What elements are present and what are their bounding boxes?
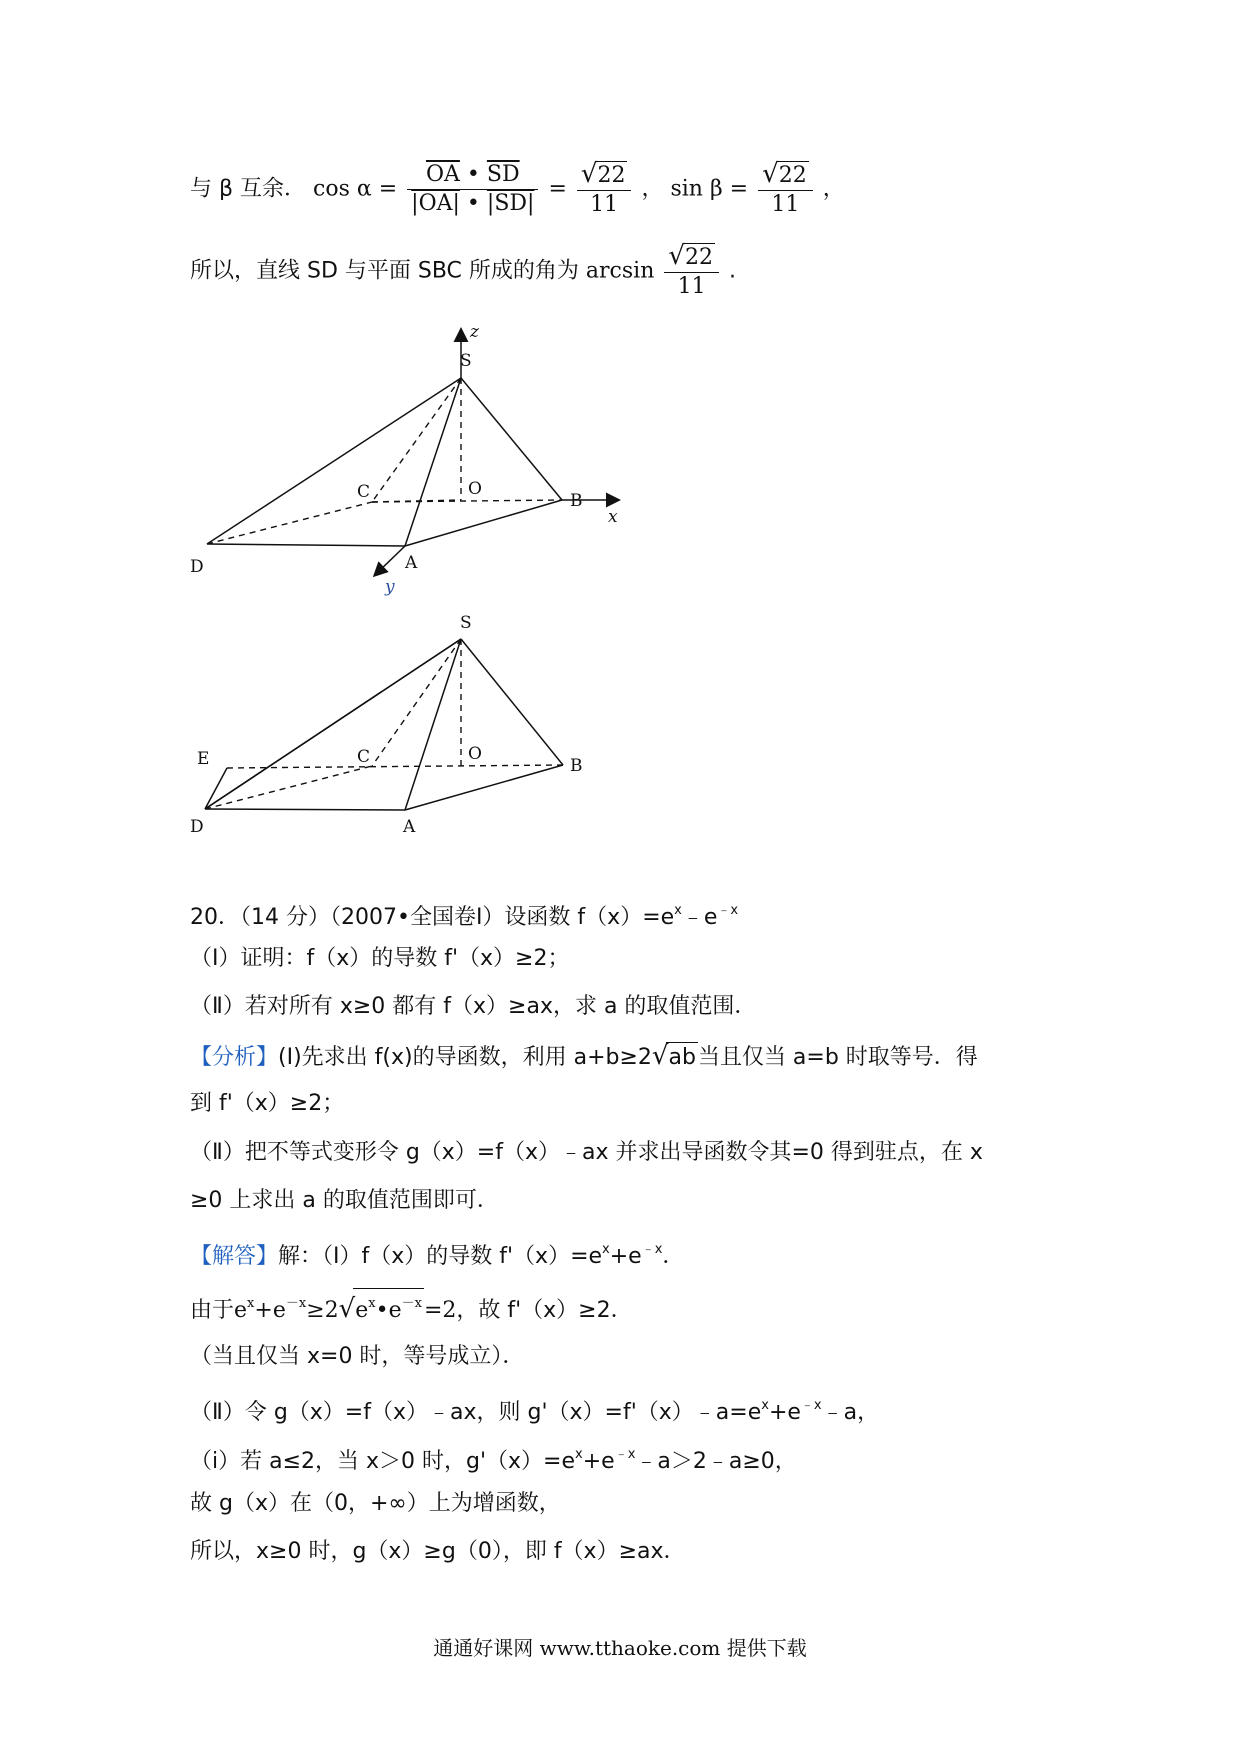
sqrt22-over-11-b: $\frac{√22}{11}$ — [758, 160, 813, 219]
label2-s: S — [460, 613, 472, 633]
solution-line-5 — [190, 1440, 797, 1477]
comma: ， — [641, 176, 664, 202]
sup-neg-x-4: ﹣x — [800, 1398, 822, 1413]
label2-c: C — [357, 747, 371, 767]
solution-line-6: 故 g（x）在（0，+∞）上为增函数， — [190, 1491, 561, 1516]
period: . — [728, 258, 736, 284]
part-2-question: （Ⅱ）若对所有 x≥0 都有 f（x）≥ax，求 a 的取值范围． — [190, 994, 757, 1019]
analysis-line-4: ≥0 上求出 a 的取值范围即可． — [190, 1188, 499, 1213]
y-axis — [375, 546, 405, 575]
sin-label: sin β = — [670, 176, 749, 202]
label2-b: B — [570, 756, 583, 776]
vector-oa: $\overline{OA}$ — [425, 162, 460, 187]
part-1-question: （Ⅰ）证明：f（x）的导数 f'（x）≥2； — [190, 946, 570, 971]
radicand-22: 22 — [597, 163, 626, 188]
solution-line-7: 所以，x≥0 时，g（x）≥g（0），即 f（x）≥ax． — [190, 1539, 686, 1564]
label2-a: A — [403, 817, 416, 837]
e-base-1: e — [234, 1298, 248, 1323]
edge2-sa — [405, 639, 461, 810]
label-d: D — [190, 557, 204, 577]
norm-oa: |OA| — [411, 191, 460, 216]
label2-d: D — [190, 817, 204, 837]
arcsin-label: arcsin — [585, 258, 655, 284]
vector-sd: $\overline{SD}$ — [486, 162, 520, 187]
arcsin-fraction: $\frac{√22}{11}$ — [664, 242, 719, 301]
radicand-22-b: 22 — [778, 163, 807, 188]
sup-x-3: x — [247, 1296, 255, 1311]
analysis-line-3: （Ⅱ）把不等式变形令 g（x）=f（x）﹣ax 并求出导函数令其=0 得到驻点，在 x — [190, 1140, 983, 1165]
plus-e-4: +e — [582, 1449, 615, 1474]
edge2-de — [205, 768, 227, 809]
ge-two: ≥2 — [306, 1298, 339, 1323]
label-o: O — [468, 479, 482, 499]
cos-fraction — [407, 161, 538, 218]
solution-line-3: （当且仅当 x=0 时，等号成立）． — [190, 1344, 525, 1369]
edge-sc-hidden — [372, 378, 461, 502]
problem-title — [190, 896, 738, 933]
edge-sa — [405, 378, 461, 546]
rad-dot: • — [375, 1298, 389, 1323]
sup-neg-x-3: －x — [285, 1296, 307, 1311]
solution-line-1 — [190, 1235, 684, 1272]
rad-sup-neg-x: －x — [401, 1296, 422, 1311]
edge-co-hidden — [372, 500, 461, 502]
minus-e: ﹣e — [681, 905, 718, 930]
pyramid-figure-with-axes — [180, 320, 640, 600]
plus-e-2: +e — [254, 1298, 286, 1323]
analysis-text-b: 当且仅当 a=b 时取等号．得 — [697, 1045, 978, 1070]
label-y: y — [385, 577, 395, 597]
denominator-11-b: 11 — [771, 192, 800, 217]
edge2-ab — [405, 765, 563, 810]
label2-e: E — [197, 749, 210, 769]
solution-tag: 【解答】 — [190, 1244, 279, 1269]
edge-cb-hidden — [372, 500, 562, 502]
radicand-ab: ab — [666, 1042, 697, 1073]
edge-da — [207, 544, 405, 546]
edge-dc-hidden — [207, 502, 372, 544]
edge2-ds — [205, 639, 461, 809]
case-i-text: （ⅰ）若 a≤2，当 x＞0 时，g'（x）=e — [190, 1449, 576, 1474]
comma-2: ， — [822, 176, 845, 202]
plus-e: +e — [609, 1244, 642, 1269]
plus-e-3: +e — [768, 1400, 801, 1425]
cos-label: cos α = — [313, 176, 398, 202]
radicand-22-c: 22 — [684, 245, 713, 270]
denominator-11: 11 — [590, 192, 619, 217]
norm-sd: |SD| — [486, 191, 535, 216]
angle-conclusion-text: 所以，直线 SD 与平面 SBC 所成的角为 — [190, 258, 579, 284]
label-c: C — [357, 482, 371, 502]
edge2-eb-hidden — [227, 765, 563, 768]
analysis-text-a: (Ⅰ)先求出 f(x)的导函数，利用 a+b≥2 — [278, 1045, 652, 1070]
edge-ab — [405, 500, 562, 546]
inequality-tail: ﹣a＞2﹣a≥0， — [635, 1449, 797, 1474]
sup-x-5: x — [575, 1447, 583, 1462]
sup-neg-x-5: ﹣x — [614, 1447, 636, 1462]
equals-two: =2 — [423, 1298, 457, 1323]
period-2: ． — [662, 1244, 685, 1269]
sup-x: x — [674, 903, 682, 918]
label-z: z — [470, 322, 479, 342]
sup-neg-x: ﹣x — [717, 903, 739, 918]
analysis-tag: 【分析】 — [190, 1045, 279, 1070]
analysis-line-2: 到 f'（x）≥2； — [190, 1091, 345, 1116]
sqrt22-over-11-a: $\frac{√22}{11}$ — [577, 160, 632, 219]
label2-o: O — [468, 744, 482, 764]
dot-symbol: • — [466, 162, 480, 187]
hence-text: ，故 f'（x）≥2． — [456, 1298, 633, 1323]
cos-alpha-line — [190, 160, 845, 219]
pyramid-figure-extended — [180, 600, 600, 840]
solution-line-2: 由于$e^x+e^{-x}\ge 2√e^x•e^{-x}=2$，故 f'（x）≥2． — [190, 1288, 633, 1326]
since-text: 由于 — [190, 1298, 235, 1323]
complement-text: 与 β 互余． — [190, 176, 307, 202]
angle-conclusion-line — [190, 242, 736, 301]
analysis-line-1: 【分析】(Ⅰ)先求出 f(x)的导函数，利用 a+b≥2√ab当且仅当 a=b 时取等号．得 — [190, 1041, 978, 1071]
denominator-11-c: 11 — [677, 274, 706, 299]
label-x: x — [608, 507, 618, 527]
rad-e-2: e — [388, 1298, 402, 1323]
rad-e-1: e — [355, 1298, 369, 1323]
label-a: A — [405, 553, 418, 573]
sup-neg-x-2: ﹣x — [641, 1242, 663, 1257]
solution-line-4 — [190, 1391, 879, 1428]
minus-a: ﹣a， — [821, 1400, 880, 1425]
rad-sup-x: x — [368, 1296, 376, 1311]
dot-symbol-2: • — [466, 191, 480, 216]
edge-sd — [207, 378, 461, 544]
sup-x-2: x — [602, 1242, 610, 1257]
edge2-sc-hidden — [372, 639, 461, 766]
equals-sign: = — [548, 176, 567, 202]
g-def-text: （Ⅱ）令 g（x）=f（x）﹣ax，则 g'（x）=f'（x）﹣a=e — [190, 1400, 762, 1425]
label-b: B — [570, 491, 583, 511]
solution-text-a: 解：（Ⅰ）f（x）的导数 f'（x）=e — [278, 1244, 603, 1269]
problem-title-text: 20．（14 分）（2007•全国卷Ⅰ）设函数 f（x）=e — [190, 905, 675, 930]
edge2-dc-hidden — [205, 766, 372, 809]
label-s: S — [460, 351, 472, 371]
page-footer: 通通好课网 www.tthaoke.com 提供下载 — [433, 1636, 807, 1660]
sup-x-4: x — [761, 1398, 769, 1413]
edge2-da — [205, 809, 405, 810]
